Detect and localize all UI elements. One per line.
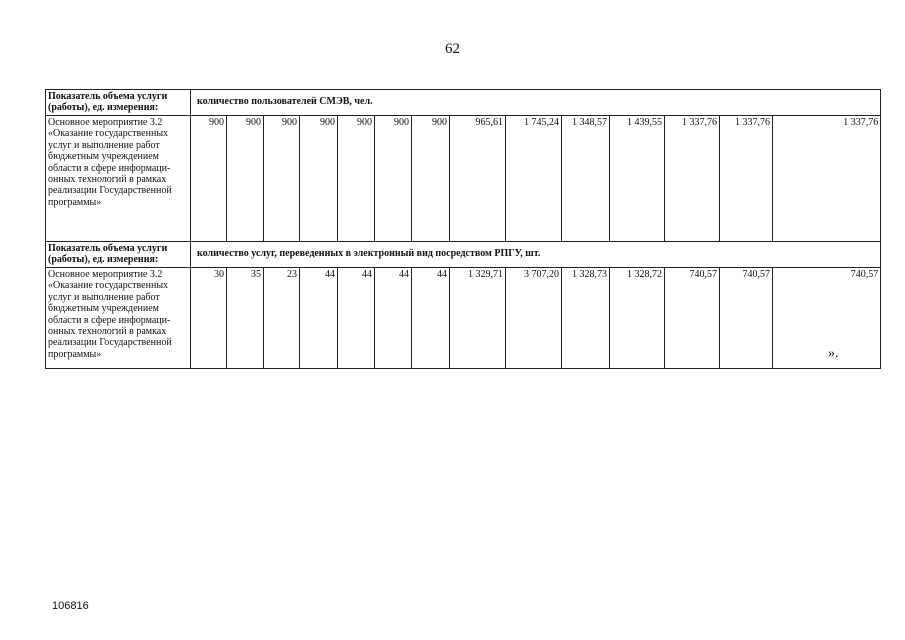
indicator-unit-text: количество пользователей СМЭВ, чел. xyxy=(191,90,881,116)
value-cell: 1 745,24 xyxy=(506,116,562,242)
value-cell: 900 xyxy=(300,116,338,242)
indicator-value-row xyxy=(46,116,881,242)
value-cell: 44 xyxy=(338,268,375,369)
activity-label: Основное мероприятие 3.2 «Оказание государственных услуг и выполнение работ бюджетным учреждением области в сфере информаци-онных технологий в рамках реализации Государственной программы» xyxy=(46,116,191,242)
indicator-header-row xyxy=(46,242,881,268)
indicator-unit-text: количество услуг, переведенных в электронный вид посредством РПГУ, шт. xyxy=(191,242,881,268)
value-cell: 1 337,76 xyxy=(665,116,720,242)
value-cell: 740,57 xyxy=(665,268,720,369)
value-cell: 44 xyxy=(412,268,450,369)
value-cell: 900 xyxy=(412,116,450,242)
indicator-header-row xyxy=(46,90,881,116)
value-cell: 44 xyxy=(300,268,338,369)
value-cell: 740,57 xyxy=(720,268,773,369)
indicator-table xyxy=(45,89,881,369)
value-cell: 900 xyxy=(264,116,300,242)
value-cell: 35 xyxy=(227,268,264,369)
value-cell: 965,61 xyxy=(450,116,506,242)
value-cell: 900 xyxy=(227,116,264,242)
footer-code: 106816 xyxy=(52,600,89,612)
value-cell: 900 xyxy=(191,116,227,242)
indicator-value-row xyxy=(46,268,881,369)
value-cell: 1 337,76 xyxy=(720,116,773,242)
value-cell: 1 328,72 xyxy=(610,268,665,369)
closing-quote: ». xyxy=(828,346,839,361)
table-body xyxy=(46,90,881,369)
value-cell: 3 707,20 xyxy=(506,268,562,369)
value-cell: 1 337,76 xyxy=(773,116,881,242)
value-cell: 44 xyxy=(375,268,412,369)
activity-label: Основное мероприятие 3.2 «Оказание государственных услуг и выполнение работ бюджетным учреждением области в сфере информаци-онных технологий в рамках реализации Государственной программы» xyxy=(46,268,191,369)
value-cell: 900 xyxy=(338,116,375,242)
value-cell: 30 xyxy=(191,268,227,369)
value-cell: 1 439,55 xyxy=(610,116,665,242)
indicator-header-label: Показатель объема услуги (работы), ед. измерения: xyxy=(46,242,191,268)
value-cell: 740,57 xyxy=(773,268,881,369)
value-cell: 900 xyxy=(375,116,412,242)
page-number: 62 xyxy=(445,41,460,57)
value-cell: 1 328,73 xyxy=(562,268,610,369)
value-cell: 1 348,57 xyxy=(562,116,610,242)
value-cell: 23 xyxy=(264,268,300,369)
indicator-header-label: Показатель объема услуги (работы), ед. измерения: xyxy=(46,90,191,116)
value-cell: 1 329,71 xyxy=(450,268,506,369)
